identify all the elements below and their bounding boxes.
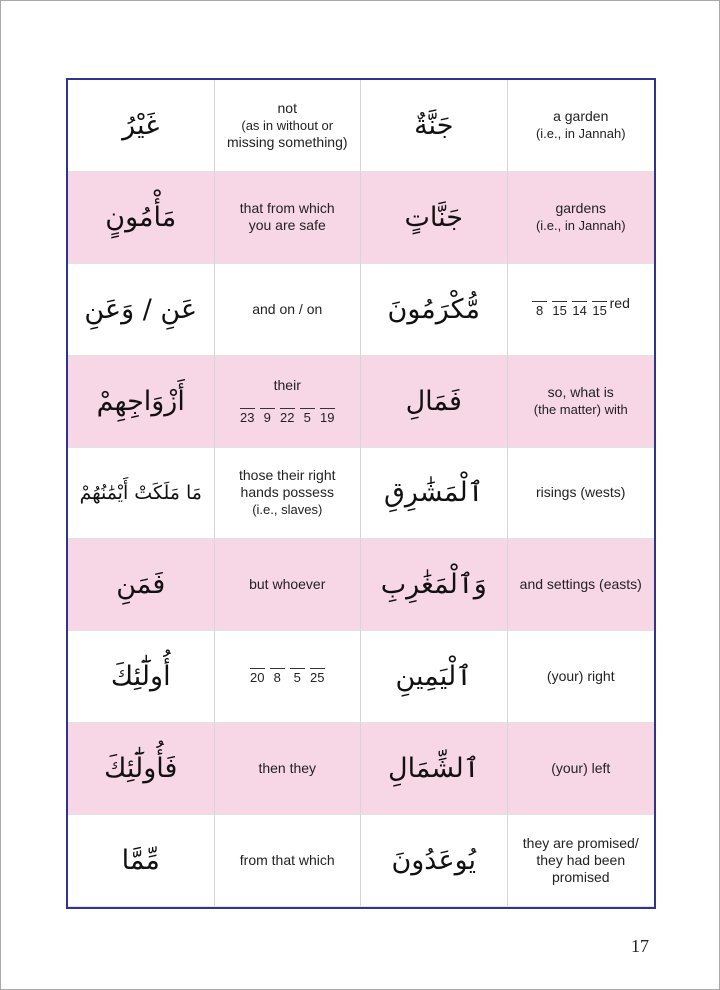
meaning-line: so, what is xyxy=(547,384,614,401)
cipher-number: 8 xyxy=(536,302,544,318)
cipher-blank xyxy=(552,301,568,318)
meaning-cell xyxy=(215,264,362,356)
cipher-number: 15 xyxy=(552,302,567,318)
cipher-number: 8 xyxy=(273,670,281,686)
arabic-word-cell xyxy=(361,815,508,907)
arabic-word: مَأْمُونٍ xyxy=(105,201,177,233)
meaning-line: a garden xyxy=(553,108,609,125)
vocabulary-table xyxy=(66,78,656,909)
cipher-number: 23 xyxy=(240,410,255,426)
meaning-cell xyxy=(215,539,362,631)
cipher-number: 25 xyxy=(310,670,325,686)
cipher-number: 15 xyxy=(592,302,607,318)
cipher-blank xyxy=(239,408,255,425)
meaning-line: (the matter) with xyxy=(533,402,628,418)
arabic-word-cell xyxy=(68,172,215,264)
meaning-line: missing something) xyxy=(226,133,348,150)
meaning-line: (i.e., in Jannah) xyxy=(535,126,626,142)
cipher-blank xyxy=(592,301,608,318)
cipher-blank xyxy=(269,668,285,685)
meaning-cell xyxy=(215,723,362,815)
arabic-word: ٱلْمَشَٰرِقِ xyxy=(383,477,484,509)
arabic-word: يُوعَدُونَ xyxy=(391,844,477,876)
meaning-cell xyxy=(508,80,655,172)
arabic-word: أُولَٰٓئِكَ xyxy=(110,661,171,693)
cipher-number: 19 xyxy=(320,410,335,426)
meaning-line: not xyxy=(277,99,297,116)
arabic-word: مَا مَلَكَتْ أَيْمَٰنُهُمْ xyxy=(79,481,202,504)
arabic-word-cell xyxy=(68,264,215,356)
meaning-cell xyxy=(215,631,362,723)
cipher-blank xyxy=(572,301,588,318)
cipher-number: 9 xyxy=(263,410,271,426)
cipher-blanks xyxy=(239,408,335,425)
meaning-line: (as in without or xyxy=(241,117,334,133)
arabic-word: غَيْرُ xyxy=(122,109,160,141)
cipher-blank xyxy=(299,408,315,425)
meaning-cell xyxy=(215,356,362,448)
cipher-blank xyxy=(279,408,295,425)
meaning-line: (i.e., slaves) xyxy=(252,502,323,518)
cipher-blank xyxy=(532,301,548,318)
cipher-blank xyxy=(259,408,275,425)
meaning-cell xyxy=(508,631,655,723)
arabic-word-cell xyxy=(68,631,215,723)
meaning-cell xyxy=(508,815,655,907)
meaning-line: they had been xyxy=(536,852,626,869)
meaning-cell xyxy=(508,356,655,448)
meaning-cell xyxy=(215,815,362,907)
cipher-blank xyxy=(249,668,265,685)
meaning-line: and settings (easts) xyxy=(519,576,642,593)
meaning-cell xyxy=(508,172,655,264)
cipher-blank xyxy=(319,408,335,425)
arabic-word-cell xyxy=(68,539,215,631)
cipher-blank xyxy=(309,668,325,685)
meaning-line: (i.e., in Jannah) xyxy=(535,218,626,234)
meaning-line: that from which xyxy=(239,200,335,217)
arabic-word-cell xyxy=(361,264,508,356)
cipher-blanks xyxy=(532,294,630,318)
meaning-line: hands possess xyxy=(240,484,334,501)
cipher-blanks xyxy=(249,668,325,685)
cipher-number: 20 xyxy=(250,670,265,686)
meaning-cell xyxy=(215,448,362,540)
arabic-word-cell xyxy=(361,631,508,723)
meaning-line: you are safe xyxy=(248,217,326,234)
meaning-line: and on / on xyxy=(252,300,323,317)
cipher-blank xyxy=(289,668,305,685)
cipher-number: 5 xyxy=(303,410,311,426)
arabic-word: وَٱلْمَغَٰرِبِ xyxy=(380,569,487,601)
meaning-cell xyxy=(508,448,655,540)
arabic-word-cell xyxy=(68,80,215,172)
arabic-word: عَنِ / وَعَنِ xyxy=(84,293,198,325)
cipher-number: 5 xyxy=(293,670,301,686)
meaning-line: they are promised/ xyxy=(522,835,639,852)
cipher-suffix: red xyxy=(609,294,630,311)
arabic-word: ٱلشِّمَالِ xyxy=(387,753,480,785)
meaning-line: their xyxy=(273,377,301,394)
arabic-word-cell xyxy=(68,448,215,540)
arabic-word: مِّمَّا xyxy=(121,844,160,876)
arabic-word-cell xyxy=(361,356,508,448)
arabic-word-cell xyxy=(361,172,508,264)
arabic-word-cell xyxy=(68,356,215,448)
arabic-word: فَمَالِ xyxy=(405,385,462,417)
meaning-cell xyxy=(508,539,655,631)
arabic-word-cell xyxy=(68,815,215,907)
cipher-number: 14 xyxy=(572,302,587,318)
arabic-word: أَزْوَاجِهِمْ xyxy=(96,385,185,417)
arabic-word: فَأُولَٰٓئِكَ xyxy=(104,753,178,785)
arabic-word: جَنَّةٌ xyxy=(414,109,454,141)
meaning-cell xyxy=(215,80,362,172)
cipher-number: 22 xyxy=(280,410,295,426)
arabic-word: مُّكْرَمُونَ xyxy=(387,293,480,325)
arabic-word-cell xyxy=(361,448,508,540)
arabic-word-cell xyxy=(68,723,215,815)
page-number: 17 xyxy=(631,936,649,956)
meaning-line: those their right xyxy=(239,467,336,484)
meaning-line: but whoever xyxy=(249,576,326,593)
arabic-word-cell xyxy=(361,539,508,631)
arabic-word-cell xyxy=(361,80,508,172)
meaning-cell xyxy=(508,723,655,815)
arabic-word: جَنَّاتٍ xyxy=(404,201,463,233)
arabic-word: فَمَنِ xyxy=(116,569,166,601)
meaning-cell xyxy=(215,172,362,264)
meaning-line: (your) right xyxy=(546,668,615,685)
meaning-line: then they xyxy=(258,760,317,777)
meaning-line: promised xyxy=(551,869,610,886)
meaning-line: risings (wests) xyxy=(536,484,626,501)
meaning-line: from that which xyxy=(239,852,335,869)
meaning-line: (your) left xyxy=(551,760,611,777)
arabic-word: ٱلْيَمِينِ xyxy=(395,661,472,693)
meaning-line: gardens xyxy=(555,200,607,217)
arabic-word-cell xyxy=(361,723,508,815)
meaning-cell xyxy=(508,264,655,356)
